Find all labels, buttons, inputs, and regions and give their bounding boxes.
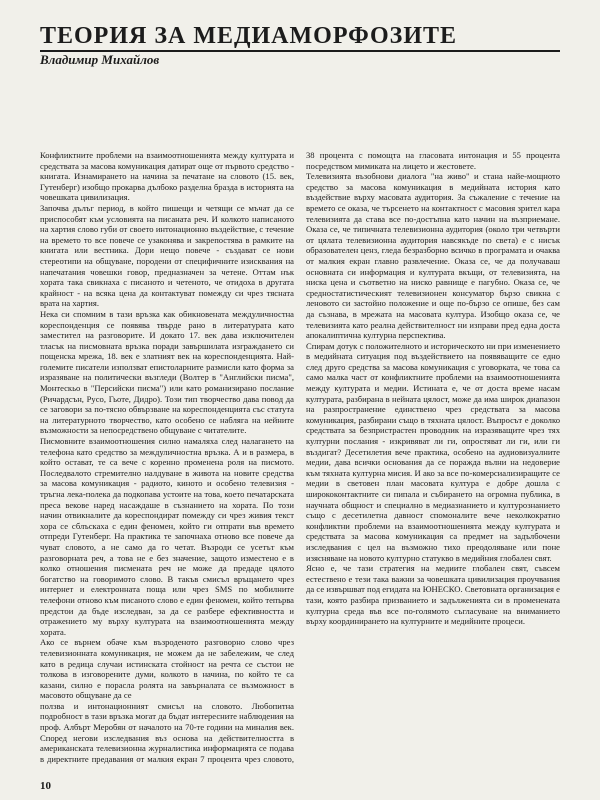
paragraph: Спирам дотук с положителното и историческото ни при изменението в медийната ситуация под въздействието на появяващите се едно след друго средства за масова комуникация с уговорката, че това са само малка част от конфликтните проблеми на взаимоотношенията между културата и медии. Истината е, че от доста време насам културата, разбирана в нейната цялост, може да има широк диапазон на разпространение единствено чрез средствата за масова комуникация, разбирани също в тяхната цялост. Въпросът е доколко средствата за безпристрастен проводник на изразяващите чрез тях културни послания - изкривяват ли ги, опростяват ли ги, или ги въздигат? Десетилетия вече практика, особено на аудиовизуалните медии, дава всички основания да се поражда вълни на недоверие към тяхната културна мисия. И ако за все по-комерсиализиращите се медии в световен план масовата култура е добре дошла с ширококонтактните си пипала и събирането на огромна публика, в научната общност и специално в медиазнанието и културознанието също с десетилетна давност спомоналите вече неколкократно конфликтни проблеми на взаимоотношенията между културата и средствата за масова комуникация са предмет на задълбочени изследвания с цел на възможно тихо преодоляване или поне изясняване на новото културно статукво в медийния глобален свят. [306,340,560,563]
paragraph: Ако се върнем обаче към възроденото разговорно слово чрез телевизионната комуникация, не можем да не забележим, че след като в редица случаи истинската стойност на речта се състои не толкова в изговорените думи, колкото в начина, по който те са казани, силно е порасла ролята на завърналата се възможност в масовото общуване да се [40,637,294,701]
page-number: 10 [40,780,51,792]
paragraph: Започва дълъг период, в който пишещи и четящи се мъчат да се приспособят към условията на писаната реч. И колкото написаното на хартия слово губи от своето интонационно въздействие, с течение на времето то все повече се узаконява и закрепостява в рамките на книгата или вестника. Дори нещо повече - създават се нови стереотипи на общуване, породени от специфичните изисквания на напечатания човешки говор, предназначен за четене. Оттам нък хората така свикнаха с писаното и четеното, че отидоха в другата крайност - на всяка цена да контактуват помежду си чрез тясната врата на хартия. [40,202,294,309]
paragraph: Нека си спомним в тази връзка как обикновената междуличностна кореспонденция се появява твърде рано в литературата като заместител на разговорите. И докато 17. век дава изключителен тласък на писмовната връзка поради завършилата изграждането си пощенска мрежа, 18. век е златният век на кореспонденцията. Най-големите писатели използват епистоларните размисли като форма за изразяване на политически възгледи (Волтер в "Английски писма", Монтескьо в "Персийски писма") или като романизирано послание (Ричардсън, Русо, Гьоте, Дидро). Този тип творчество дава повод да се заговори за по-тясно обвързване на кореспонденцията със статута на литературното творчество, като особено се набляга на нейните възможности за непосредствено общуване с читателите. [40,308,294,436]
paragraph: ползва и интонационният смисъл на словото. Любопитна подробност в тази връзка могат да бъдат интересните наблюдения на проф. Албърт Меробян от началото на 70-те години на миналия век. Според негови изследвания въз основа на действителността в американската телевизионна журналистика информацията се подава в директните предавания от малкия екран 7 процента чрез словото, 38 процента с помощта на гласовата интонация и 55 процента посредством мимиката на лицето и жестовете. [40,150,560,764]
paragraph: Конфликтните проблеми на взаимоотношенията между културата и средствата за масова комуникация датират още от първото средство - книгата. Изнамирането на начина за печатане на словото (15. век, Гутенберг) изобщо прокарва дълбоко разделна бразда в историята на човешката цивилизация. [40,150,294,203]
paragraph: Писмовните взаимоотношения силно намаляха след налагането на телефона като средство за междуличностна връзка. А и в размера, в който остават, те са вече с коренно променена роля на писмото. Последвалото стремително налдуване в живота на новите средства за масова комуникация - радиото, киното и особено телевизия - тръгна лека-полека да подкопава устоите на това, което печатарската преса векове наред насаждаше в съзнанието на хората. По този начин отвикналите да кореспондират помежду си чрез живия текст хора се сблъскаха с един феномен, който ги отпрати във времето отпреди Гутенберг. На практика те започнаха отново все повече да чуват словото, а не само да го четат. Възроди се усетът към разговорната реч, а това не е без значение, защото изместено е в колко отношения писмената реч не може да предаде цялото богатство на говоримото слово. В такъв смисъл връщането чрез интернет и електронната поща или чрез SMS по мобилните телефони отново към писаното слово е един феномен, който тепърва предстои да бъде изследван, за да се разбере ефективността и отражението му върху културата на взаимоотношенията между хората. [40,436,294,637]
article-body [40,150,560,775]
article-title: ТЕОРИЯ ЗА МЕДИАМОРФОЗИТЕ [40,23,458,49]
paragraph: Ясно е, че тази стратегия на медиите глобален свят, съвсем естествено е тези така важни за човешката цивилизация проучвания да се извършват под егидата на ЮНЕСКО. Световната организация е тази, която разбира призванието и задълженията си в променената културна среда във все по-голямото съгласуване на вниманието върху координирането на културните и медийните процеси. [306,563,560,627]
paragraph: Телевизията възобнови диалога "на живо" и стана найе-мощното средство за масова комуникация в медийната история като въздействие върху масовата аудитория. За съжаление с течение на времето се оказа, че търсенето на контактност с масовия зрител кара телевизията да става все по-достъпна като начин на възприемане. Оказа се, че типичната телевизионна аудитория (около три четвърти от цялата телевизионна аудитория навсякъде по света) е с нисък образователен ценз, гледа безразборно всичко в програмата и очаква от малкия екран главно развлечение. Оказа се, че да получаваш основната си информация и културата вкъщи, от телевизията, на ниска цена и съответно на ниско равнище е пагубно. Оказа се, че средностатистическият телевизионен консуматор бързо свикна с леновото си застойно положение и още по-бързо се опише, без сам да съзнава, в мрежата на масовата култура. Изобщо оказа се, че телевизията като реална действителност ни изправи пред една доста апокалиптична културна перспектива. [306,171,560,341]
article-author: Владимир Михайлов [40,52,160,67]
